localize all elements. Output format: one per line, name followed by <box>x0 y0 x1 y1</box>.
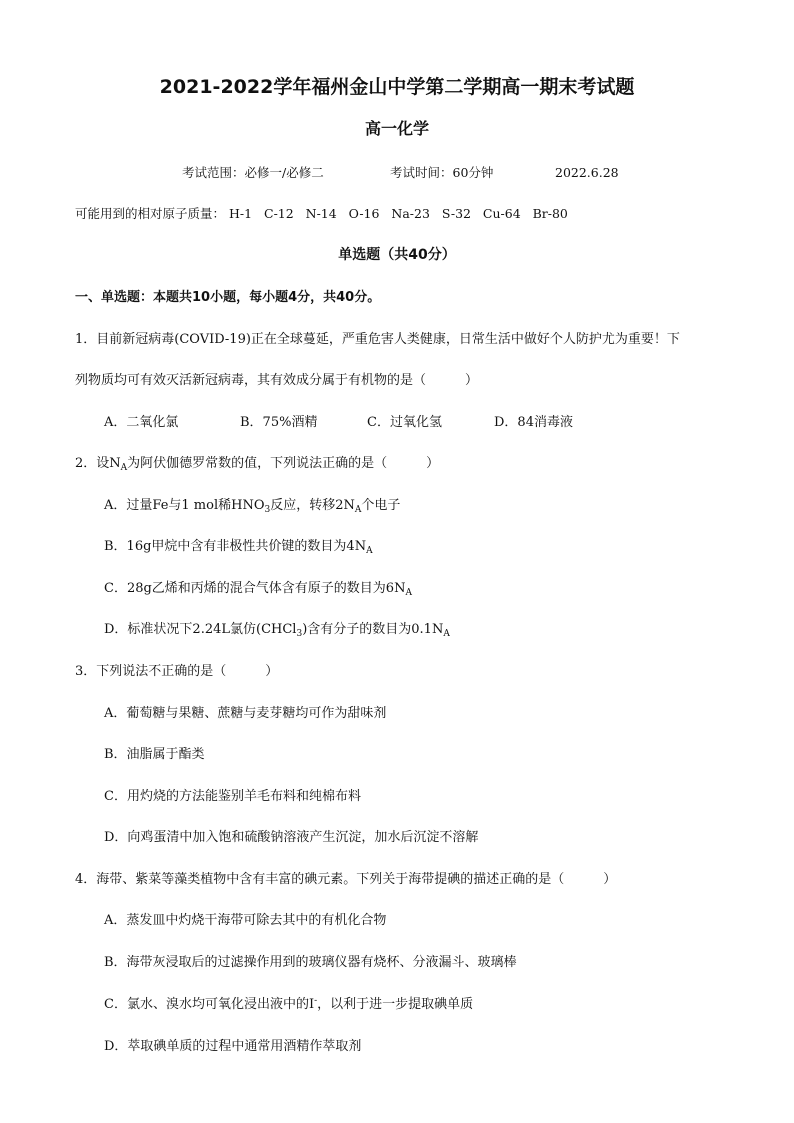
question-1-option-a: A．二氧化氯 <box>104 415 179 430</box>
option-text: B．16g甲烷中含有非极性共价键的数目为4N <box>104 539 367 554</box>
option-text: )含有分子的数目为0.1N <box>302 622 444 637</box>
question-2-option-a <box>104 497 400 515</box>
subscript: 3 <box>296 629 303 639</box>
question-4-option-a: A．蒸发皿中灼烧干海带可除去其中的有机化合物 <box>104 913 387 928</box>
question-1-option-c: C．过氧化氢 <box>367 415 442 430</box>
atomic-mass-item: C-12 <box>264 206 294 221</box>
question-3-stem: 3．下列说法不正确的是（ ） <box>75 664 279 679</box>
stem-text: 2．设N <box>75 456 121 471</box>
exam-time: 考试时间：60分钟 <box>390 165 494 180</box>
subscript: 3 <box>264 505 271 515</box>
atomic-mass-item: Cu-64 <box>482 206 521 221</box>
subscript: A <box>366 546 373 556</box>
superscript: - <box>314 996 318 1006</box>
atomic-masses <box>75 205 568 223</box>
exam-subtitle: 高一化学 <box>364 119 429 138</box>
section-title: 单选题（共40分） <box>338 247 456 263</box>
option-text: D．标准状况下2.24L氯仿(CHCl <box>104 622 297 637</box>
atomic-masses-label: 可能用到的相对原子质量： <box>75 206 226 221</box>
question-4-option-d: D．萃取碘单质的过程中通常用酒精作萃取剂 <box>104 1039 362 1054</box>
subscript: A <box>405 588 412 598</box>
atomic-mass-item: O-16 <box>348 206 380 221</box>
option-text: C．28g乙烯和丙烯的混合气体含有原子的数目为6N <box>104 581 406 596</box>
question-2-option-d <box>104 621 450 639</box>
atomic-mass-item: Na-23 <box>391 206 430 221</box>
option-text: ，以利于进一步提取碘单质 <box>317 997 474 1012</box>
question-2-stem <box>75 455 735 473</box>
question-2-option-b <box>104 538 373 556</box>
option-text: 反应，转移2N <box>270 498 355 513</box>
exam-title: 2021-2022学年福州金山中学第二学期高一期末考试题 <box>159 76 635 98</box>
question-4-option-c <box>104 996 473 1014</box>
question-1-option-b: B．75%酒精 <box>240 415 318 430</box>
question-3-option-b: B．油脂属于酯类 <box>104 747 205 762</box>
exam-date: 2022.6.28 <box>555 165 619 180</box>
question-2-option-c <box>104 580 412 598</box>
option-text: C．氯水、溴水均可氧化浸出液中的I <box>104 997 315 1012</box>
atomic-mass-item: H-1 <box>229 206 253 221</box>
question-4-option-b: B．海带灰浸取后的过滤操作用到的玻璃仪器有烧杯、分液漏斗、玻璃棒 <box>104 955 517 970</box>
atomic-mass-item: S-32 <box>441 206 471 221</box>
question-4-stem: 4．海带、紫菜等藻类植物中含有丰富的碘元素。下列关于海带提碘的描述正确的是（ ） <box>75 872 617 887</box>
subscript: A <box>120 463 128 473</box>
question-3-option-a: A．葡萄糖与果糖、蔗糖与麦芽糖均可作为甜味剂 <box>104 706 387 721</box>
question-3-option-d: D．向鸡蛋清中加入饱和硫酸钠溶液产生沉淀，加水后沉淀不溶解 <box>104 830 479 845</box>
option-text: 个电子 <box>361 498 401 513</box>
question-1-line-1: 1．目前新冠病毒(COVID-19)正在全球蔓延，严重危害人类健康，日常生活中做好个人防护尤为重要！下 <box>75 332 680 347</box>
exam-range: 考试范围：必修一/必修二 <box>182 165 324 180</box>
part-title: 一、单选题：本题共10小题，每小题4分，共40分。 <box>75 290 381 305</box>
subscript: A <box>443 629 450 639</box>
atomic-mass-item: Br-80 <box>532 206 568 221</box>
subscript: A <box>354 505 362 515</box>
atomic-mass-item: N-14 <box>305 206 337 221</box>
question-1-option-d: D．84消毒液 <box>494 415 573 430</box>
question-1-line-2: 列物质均可有效灭活新冠病毒，其有效成分属于有机物的是（ ） <box>75 373 479 388</box>
question-3-option-c: C．用灼烧的方法能鉴别羊毛布料和纯棉布料 <box>104 789 361 804</box>
stem-text: 为阿伏伽德罗常数的值，下列说法正确的是（ ） <box>127 456 440 471</box>
option-text: A．过量Fe与1 mol稀HNO <box>104 498 265 513</box>
